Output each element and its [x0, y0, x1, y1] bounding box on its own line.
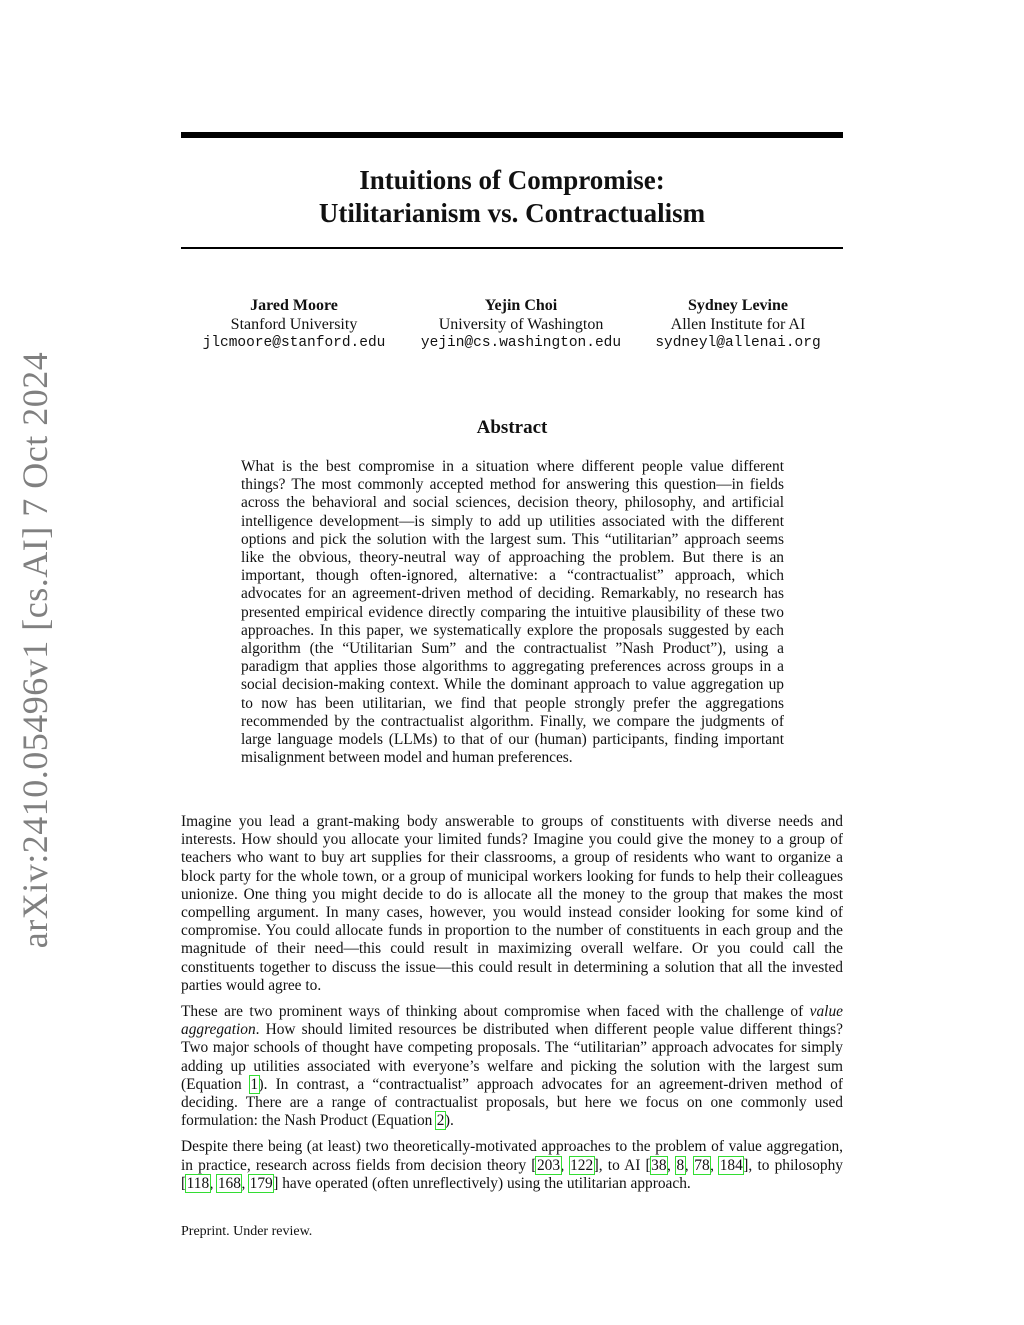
- text-run: These are two prominent ways of thinking about compromise when faced with the challenge of: [181, 1003, 810, 1021]
- citation-link[interactable]: 8: [676, 1156, 685, 1174]
- citation-link[interactable]: 168: [217, 1174, 241, 1192]
- author-2: [403, 296, 639, 353]
- arxiv-id: arXiv:2410.05496v1 [cs.AI] 7 Oct 2024: [15, 351, 55, 949]
- paragraph-1: Imagine you lead a grant-making body answerable to groups of constituents with diverse needs and interests. How should you allocate your limited funds? Imagine you could give the money to a group of teachers who want to buy art supplies for their classrooms, a group of residents who want to organize a block party for the whole town, or a group of municipal workers looking for funds to help their colleagues unionize. One thing you might decide to do is allocate all the money to the group that makes the most compelling argument. In many cases, however, you would instead consider looking for some kind of compromise. You could allocate funds in proportion to the number of constituents in each group and the magnitude of their need—this could result in maximizing overall welfare. Or you could call the constituents together to discuss the issue—this could result in determining a solution that all the invested parties would agree to.: [181, 813, 843, 994]
- body-text: [181, 813, 843, 1201]
- author-email[interactable]: sydneyl@allenai.org: [655, 335, 821, 351]
- author-email[interactable]: jlcmoore@stanford.edu: [202, 335, 386, 351]
- emphasis-term: value aggregation: [181, 1003, 843, 1039]
- author-affiliation: Allen Institute for AI: [670, 316, 806, 333]
- author-name: Sydney Levine: [687, 297, 788, 314]
- title-top-rule: [181, 132, 843, 138]
- text-run: . How should limited resources be distributed when different people value different things? Two major schools of thought have competing proposals. The “utilitarian” approach advocates for simply adding up utilities associated with everyone’s welfare and picking the solution with the largest sum (Equation: [181, 1021, 843, 1093]
- text-run: ] have operated (often unreflectively) using the utilitarian approach.: [273, 1174, 691, 1192]
- citation-link[interactable]: 184: [719, 1156, 743, 1174]
- citation-link[interactable]: 122: [570, 1156, 594, 1174]
- abstract-heading: Abstract: [476, 417, 548, 438]
- title-bottom-rule: [181, 247, 843, 249]
- text-run: ).: [444, 1112, 454, 1130]
- text-run: ], to AI [: [593, 1156, 651, 1174]
- text-run: ). In contrast, a “contractualist” approach advocates for an agreement-driven method of deciding. There are a range of contractualist proposals, but here we focus on one commonly used formulation: the Nash Product (Equation: [181, 1075, 843, 1130]
- paragraph-3: Despite there being (at least) two theoretically-motivated approaches to the problem of value aggregation, in practice, research across fields from decision theory [203, 122], to AI [38, 8, 78, 184], to philosophy [118, 168, 179] have operated (often unreflectively) using the utilitarian approach.: [181, 1138, 843, 1192]
- title-line-2: Utilitarianism vs. Contractualism: [318, 198, 706, 228]
- citation-link[interactable]: 78: [694, 1156, 710, 1174]
- author-affiliation: University of Washington: [438, 316, 604, 333]
- paragraph-2: [181, 1003, 843, 1130]
- author-affiliation: Stanford University: [230, 316, 358, 333]
- author-3: [643, 296, 833, 353]
- citation-link[interactable]: 203: [536, 1156, 561, 1174]
- title-line-1: Intuitions of Compromise:: [359, 165, 665, 195]
- citation-link[interactable]: 179: [249, 1174, 273, 1192]
- paper-title: [181, 164, 843, 230]
- text-run: ], to philosophy [: [181, 1156, 843, 1192]
- citation-link[interactable]: 118: [186, 1174, 210, 1192]
- arxiv-sidebar-stamp: [14, 351, 56, 949]
- author-name: Yejin Choi: [484, 297, 558, 314]
- author-1: [189, 296, 399, 353]
- author-email[interactable]: yejin@cs.washington.edu: [420, 335, 622, 351]
- text-run: Despite there being (at least) two theoretically-motivated approaches to the problem of value aggregation, in practice, research across fields from decision theory [: [181, 1138, 843, 1174]
- equation-link[interactable]: 1: [250, 1075, 259, 1093]
- citation-link[interactable]: 38: [651, 1156, 667, 1174]
- author-block: [181, 296, 843, 356]
- preprint-footer: Preprint. Under review.: [181, 1224, 313, 1239]
- abstract-text: What is the best compromise in a situation where different people value different things? The most commonly accepted method for answering this question—in fields across the behavioral and social sciences, decision theory, philosophy, and artificial intelligence development—is simply to add up utilities associated with the different options and pick the solution with the largest sum. This “utilitarian” approach seems like the obvious, theory-neutral way of approaching the problem. But there is an important, though often-ignored, alternative: a “contractualist” approach, which advocates for an agreement-driven method of deciding. Remarkably, no research has presented empirical evidence directly comparing the intuitive plausibility of these two approaches. In this paper, we systematically explore the proposals suggested by each algorithm (the “Utilitarian Sum” and the contractualist ”Nash Product”), using a paradigm that applies those algorithms to aggregating preferences across groups in a social decision-making context. While the dominant approach to value aggregation up to now has been utilitarian, we find that people strongly prefer the aggregations recommended by the contractualist algorithm. Finally, we compare the judgments of large language models (LLMs) to that of our (human) participants, finding important misalignment between model and human preferences.: [241, 458, 784, 767]
- equation-link[interactable]: 2: [436, 1112, 445, 1130]
- author-name: Jared Moore: [250, 297, 338, 314]
